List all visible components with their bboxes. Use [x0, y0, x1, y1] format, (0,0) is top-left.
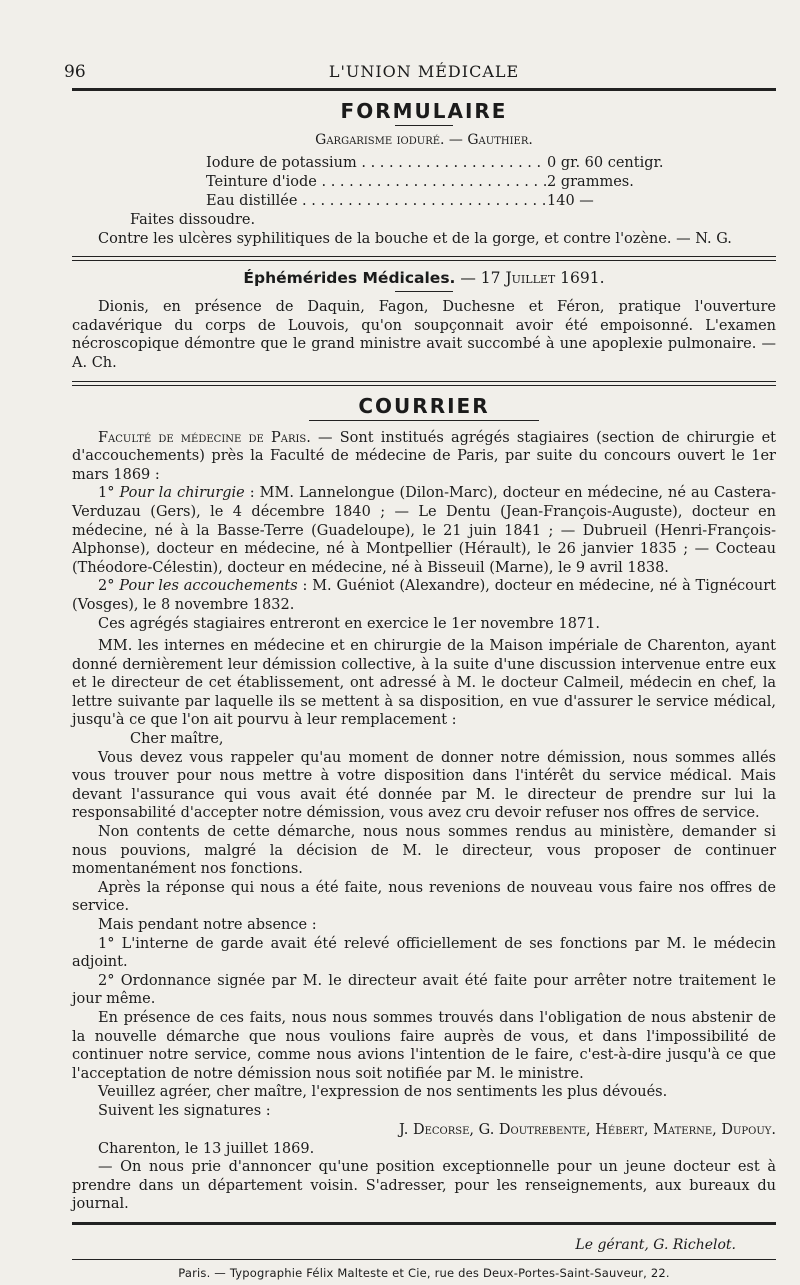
letter-signatures: J. Decorse, G. Doutrebente, Hébert, Materne, Dupouy. [399, 1121, 776, 1138]
section-double-rule [72, 381, 776, 386]
ingredient-qty: 2 grammes. [547, 174, 634, 190]
paragraph-text: : MM. Lannelongue (Dilon-Marc), docteur en médecine, né au Castera-Verduzau (Gers), le 4 décembre 1840 ; — Le Dentu (Jean-François-Auguste), docteur en médecine, né à la Basse-Terre (Guadeloupe), le 21 juin 1841 ; — Dubrueil (Henri-François-Alphonse), docteur en médecine, né à Montpellier (Hérault), le 26 janvier 1835 ; — Cocteau (Théodore-Célestin), docteur en médecine, né à Bisseuil (Marne), le 9 avril 1838. [72, 485, 777, 576]
ingredient-name: Eau distillée . . . [206, 192, 547, 211]
footer-rule [72, 1222, 776, 1225]
ingredient-qty: 140 — [547, 193, 594, 209]
ingredient-name: Teinture d'iode . . . [206, 173, 547, 192]
gerant-signature: Le gérant, G. Richelot. [575, 1236, 736, 1253]
imprint-rule [72, 1259, 776, 1260]
paragraph-lead: 1° [98, 485, 120, 502]
ephemerides-date: — 17 Juillet 1691. [460, 269, 605, 288]
title-dash [395, 291, 453, 292]
courrier-title: COURRIER [358, 393, 490, 418]
paragraph-text: — Sont institués agrégés stagiaires (section de chirurgie et d'accouchements) près la Faculté de médecine de Paris, par suite du concours ouvert le 1er mars 1869 : [72, 429, 776, 483]
courrier-notice: — On nous prie d'annoncer qu'une position exceptionnelle pour un jeune docteur est à prendre dans un département voisin. S'adresser, pour les renseignements, aux bureaux du journal. [72, 1159, 776, 1213]
letter-place-date: Charenton, le 13 juillet 1869. [98, 1140, 315, 1157]
courrier-paragraph: MM. les internes en médecine et en chirurgie de la Maison impériale de Charenton, ayant donné dernièrement leur démission collective, à la suite d'une discussion intervenue entre eux et le directeur de cet établissement, ont adressé à M. le docteur Calmeil, médecin en chef, la lettre suivante par laquelle ils se mettent à sa disposition, en vue d'assurer le service médical, jusqu'à ce que l'on ait pourvu à leur remplacement : [72, 638, 776, 729]
section-double-rule [72, 256, 776, 261]
courrier-paragraph [72, 429, 776, 485]
ingredient-row [206, 192, 776, 211]
courrier-paragraph: Ces agrégés stagiaires entreront en exercice le 1er novembre 1871. [98, 615, 600, 632]
running-header [64, 58, 776, 88]
ingredient-qty: 0 gr. 60 centigr. [547, 155, 664, 171]
letter-paragraph: Veuillez agréer, cher maître, l'expression de nos sentiments les plus dévoués. [98, 1084, 668, 1101]
formulaire-title: FORMULAIRE [340, 99, 508, 123]
letter-paragraph: Après la réponse qui nous a été faite, nous revenions de nouveau vous faire nos offres de service. [72, 879, 776, 915]
recipe-usage: Contre les ulcères syphilitiques de la bouche et de la gorge, et contre l'ozène. — N. G. [98, 230, 732, 247]
title-dash [395, 125, 453, 126]
courrier-paragraph [72, 577, 776, 614]
ingredient-row [206, 154, 776, 173]
paragraph-lead: Faculté de médecine de Paris. [98, 429, 311, 446]
recipe-title: Gargarisme ioduré. — Gauthier. [315, 132, 533, 148]
letter-paragraph: Non contents de cette démarche, nous nous sommes rendus au ministère, demander si nous pouvions, malgré la décision de M. le directeur, vous proposer de continuer momentanément nos fonctions. [72, 824, 776, 878]
ingredient-row [206, 173, 776, 192]
letter-paragraph: Vous devez vous rappeler qu'au moment de donner notre démission, nous sommes allés vous trouver pour nous mettre à votre disposition dans l'intérêt du service médical. Mais devant l'assurance qui vous avait été donnée par M. le directeur de prendre sur lui la responsabilité d'accepter notre démission, vous avez cru devoir refuser nos offres de service. [72, 749, 776, 822]
page-number: 96 [64, 62, 86, 82]
letter-paragraph: 1° L'interne de garde avait été relevé officiellement de ses fonctions par M. le médecin adjoint. [72, 935, 776, 971]
ephemerides-text: Dionis, en présence de Daquin, Fagon, Duchesne et Féron, pratique l'ouverture cadavérique du corps de Louvois, qu'on soupçonnait avoir été empoisonné. L'examen nécroscopique démontre que le grand ministre avait succombé à une apoplexie pulmonaire. — A. Ch. [72, 299, 776, 371]
header-rule [72, 88, 776, 91]
ephemerides-heading [72, 269, 776, 287]
recipe-instruction: Faites dissoudre. [130, 212, 256, 228]
journal-title: L'UNION MÉDICALE [328, 62, 520, 81]
paragraph-text: : M. Guéniot (Alexandre), docteur en médecine, né à Tignécourt (Vosges), le 8 novembre 1832. [72, 578, 776, 613]
letter-salutation: Cher maître, [130, 731, 224, 748]
courrier-paragraph [72, 484, 776, 577]
printer-imprint: Paris. — Typographie Félix Malteste et Cie, rue des Deux-Portes-Saint-Sauveur, 22. [178, 1265, 670, 1280]
ephemerides-title: Éphémérides Médicales. [243, 269, 456, 288]
letter-paragraph: Suivent les signatures : [98, 1102, 271, 1119]
paragraph-italic: Pour la chirurgie [119, 485, 245, 502]
ingredient-list [206, 154, 776, 211]
letter-paragraph: Mais pendant notre absence : [98, 917, 317, 933]
paragraph-italic: Pour les accouchements [119, 578, 298, 595]
ingredient-name: Iodure de potassium . . . [206, 154, 547, 173]
letter-paragraph: 2° Ordonnance signée par M. le directeur avait été faite pour arrêter notre traitement le jour même. [72, 972, 776, 1008]
letter-paragraph: En présence de ces faits, nous nous sommes trouvés dans l'obligation de nous abstenir de la nouvelle démarche que nous voulions faire auprès de vous, et dans l'impossibilité de continuer notre service, comme nous avions l'intention de le faire, c'est-à-dire jusqu'à ce que l'acceptation de notre démission nous soit notifiée par M. le ministre. [72, 1009, 776, 1082]
title-rule [309, 420, 539, 421]
paragraph-lead: 2° [98, 578, 120, 595]
